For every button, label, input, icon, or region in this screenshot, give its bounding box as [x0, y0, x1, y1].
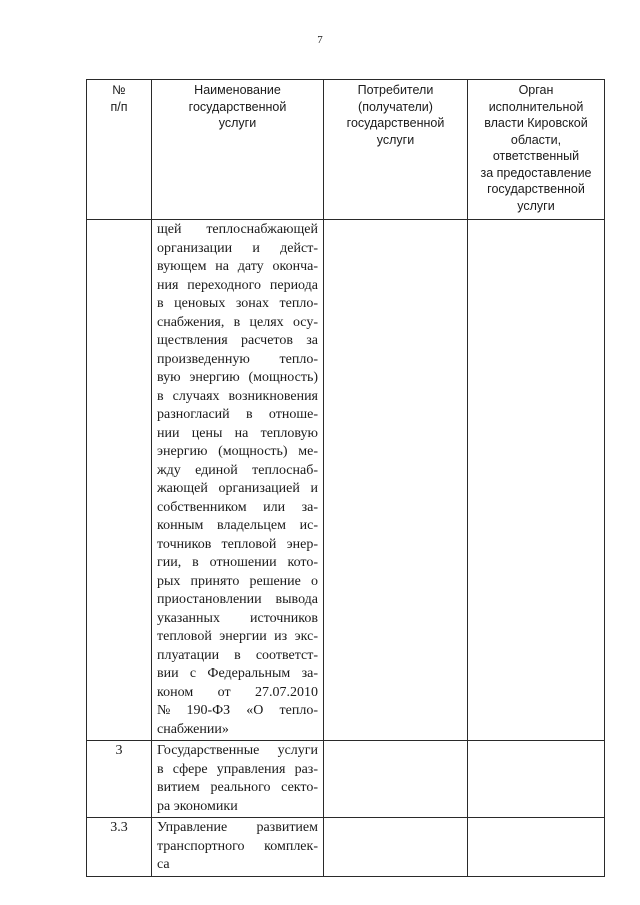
text-line: в сфере управления раз- [157, 761, 318, 777]
text-line: транспортного комплек- [157, 838, 318, 854]
header-authority [468, 80, 605, 220]
text-line: плуатации в соответст- [157, 647, 318, 663]
text-line: разногласий в отноше- [157, 407, 318, 422]
text-line: тепловой энергии из экс- [157, 629, 318, 644]
table-row [87, 220, 605, 741]
text-segment: указанных [157, 610, 220, 626]
text-segment: организации [157, 240, 233, 256]
text-line [157, 221, 318, 240]
text-segment: произведенную [157, 351, 250, 367]
row-authority [468, 220, 605, 741]
text-segment: тепло- [279, 703, 318, 718]
text-line: нии цены на тепловую [157, 425, 318, 441]
header-line: государственной [188, 99, 287, 114]
text-segment: Управление [157, 820, 228, 835]
row-consumers [324, 818, 468, 877]
text-segment: дейст- [280, 240, 318, 256]
text-line: рых принято решение о [157, 573, 318, 589]
text-segment: 27.07.2010 [255, 684, 318, 700]
table-row [87, 741, 605, 818]
header-line: области, [510, 132, 562, 147]
text-line: ществления расчетов за [157, 333, 318, 348]
text-segment: и [252, 240, 260, 256]
text-line: жду единой теплоснаб- [157, 462, 318, 478]
row-number [87, 220, 152, 741]
row-authority [468, 818, 605, 877]
text-line [157, 351, 318, 370]
header-number [87, 80, 152, 220]
header-line: государственной [487, 182, 585, 196]
row-number: 3 [87, 741, 152, 818]
text-line [157, 610, 318, 629]
text-segment: источников [249, 610, 318, 626]
text-segment: 190-ФЗ [186, 703, 231, 718]
text-line: са [157, 857, 170, 872]
text-line [157, 702, 318, 721]
page-number: 7 [317, 34, 323, 46]
text-line: приостановлении вывода [157, 592, 318, 607]
header-line: государственной [346, 116, 445, 130]
text-segment: теплоснабжающей [206, 222, 318, 237]
text-line: в ценовых зонах тепло- [157, 296, 318, 311]
header-service-name [152, 80, 324, 220]
header-line: услуги [218, 116, 257, 130]
text-line: энергию (мощность) ме- [157, 444, 318, 459]
text-line [157, 240, 318, 259]
text-line [157, 819, 318, 838]
text-segment: развитием [256, 820, 318, 835]
header-consumers [324, 80, 468, 220]
header-line: услуги [376, 132, 415, 147]
text-line: в случаях возникновения [157, 388, 318, 404]
text-line: жающей организацией и [157, 481, 318, 496]
header-line: Орган [518, 83, 554, 97]
text-line: витием реального секто- [157, 780, 318, 795]
row-number: 3.3 [87, 818, 152, 877]
text-line: Государственные услуги [157, 743, 318, 758]
text-line: ния переходного периода [157, 277, 318, 293]
text-line: точников тепловой энер- [157, 536, 318, 552]
header-line: исполнительной [488, 99, 584, 114]
header-line: за предоставление [480, 165, 592, 180]
text-segment: № [157, 703, 171, 718]
text-line: снабжения, в целях осу- [157, 314, 318, 330]
header-line: п/п [110, 99, 128, 114]
header-line: Потребители [357, 83, 434, 97]
header-line: № [112, 83, 126, 97]
text-line: вующем на дату оконча- [157, 259, 318, 274]
text-line: снабжении» [157, 721, 229, 737]
table-row [87, 818, 605, 877]
header-line: услуги [517, 198, 555, 213]
text-line: собственником или за- [157, 499, 318, 515]
header-line: (получатели) [358, 99, 433, 114]
text-line [157, 684, 318, 703]
text-line: гии, в отношении кото- [157, 555, 318, 570]
row-description [152, 818, 324, 877]
row-consumers [324, 220, 468, 741]
header-line: ответственный [492, 149, 580, 163]
row-consumers [324, 741, 468, 818]
text-line: конным владельцем ис- [157, 518, 318, 533]
text-line: вии с Федеральным за- [157, 666, 318, 681]
row-description [152, 741, 324, 818]
text-segment: «О [246, 703, 264, 718]
row-description [152, 220, 324, 741]
services-table [86, 79, 605, 877]
text-line: ра экономики [157, 798, 238, 814]
header-line: Наименование [194, 83, 281, 97]
text-segment: коном [157, 684, 194, 700]
table-header-row [87, 80, 605, 220]
text-segment: щей [157, 222, 182, 237]
header-line: власти Кировской [484, 116, 588, 130]
text-line: вую энергию (мощность) [157, 370, 318, 385]
row-authority [468, 741, 605, 818]
text-segment: тепло- [279, 351, 318, 367]
text-segment: от [217, 684, 231, 700]
